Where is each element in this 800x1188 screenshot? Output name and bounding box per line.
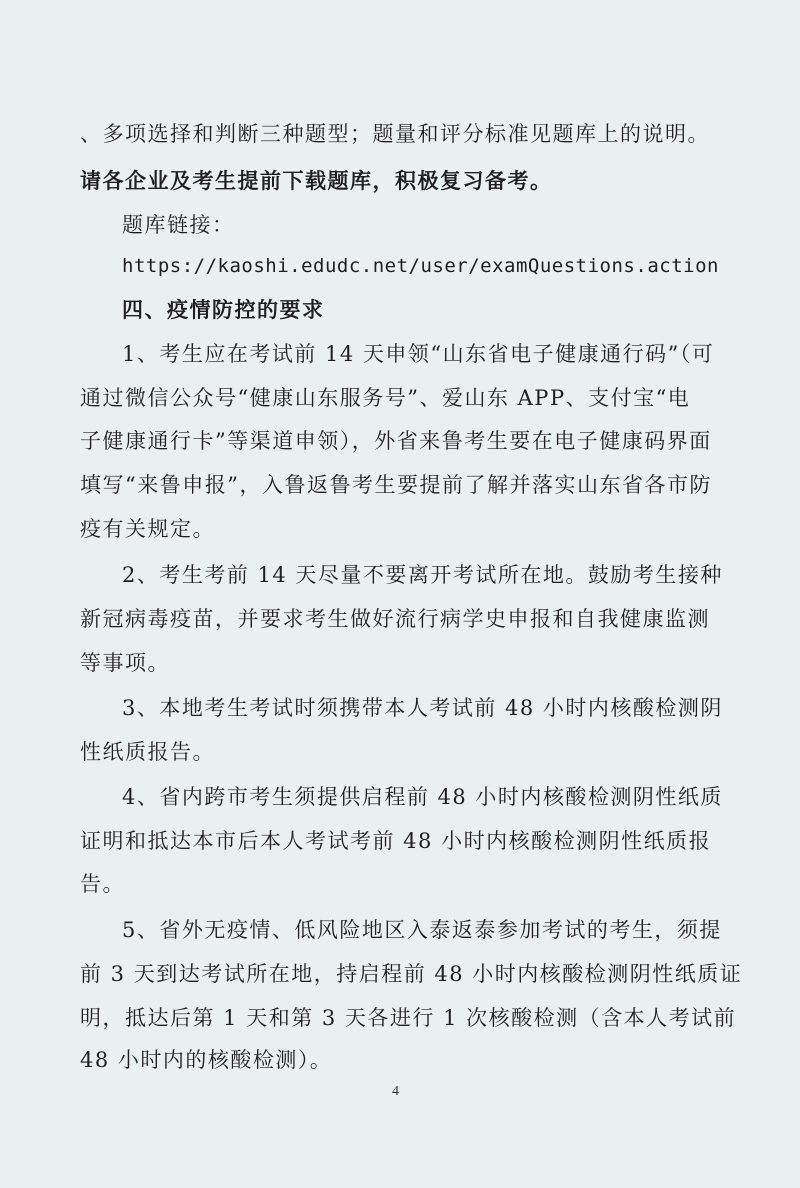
text-line-1: 、多项选择和判断三种题型；题量和评分标准见题库上的说明。 — [80, 122, 710, 146]
question-bank-url[interactable]: https://kaoshi.edudc.net/user/examQuestions.action — [122, 255, 719, 277]
text-line-item1-b: 通过微信公众号“健康山东服务号”、爱山东 APP、支付宝“电 — [80, 386, 691, 410]
text-line-item3-a: 3、本地考生考试时须携带本人考试前 48 小时内核酸检测阴 — [122, 696, 723, 720]
question-bank-link-label: 题库链接： — [122, 213, 235, 237]
text-line-item5-a: 5、省外无疫情、低风险地区入泰返泰参加考试的考生，须提 — [122, 918, 722, 942]
text-line-item2-b: 新冠病毒疫苗，并要求考生做好流行病学史申报和自我健康监测 — [80, 607, 710, 631]
text-line-item3-b: 性纸质报告。 — [80, 740, 215, 764]
text-line-item1-a: 1、考生应在考试前 14 天申领“山东省电子健康通行码”（可 — [122, 342, 715, 366]
text-line-2-emphasis: 请各企业及考生提前下载题库，积极复习备考。 — [80, 169, 553, 193]
section-heading-epidemic-control: 四、疫情防控的要求 — [122, 298, 325, 322]
text-line-item4-a: 4、省内跨市考生须提供启程前 48 小时内核酸检测阴性纸质 — [122, 785, 723, 809]
text-line-item5-d: 48 小时内的核酸检测）。 — [80, 1048, 333, 1072]
text-line-item2-a: 2、考生考前 14 天尽量不要离开考试所在地。鼓励考生接种 — [122, 563, 723, 587]
page-number: 4 — [392, 1084, 399, 1099]
text-line-item5-b: 前 3 天到达考试所在地，持启程前 48 小时内核酸检测阴性纸质证 — [80, 962, 743, 986]
text-line-item1-e: 疫有关规定。 — [80, 517, 215, 541]
text-line-item1-c: 子健康通行卡”等渠道申领），外省来鲁考生要在电子健康码界面 — [80, 429, 712, 453]
text-line-item4-c: 告。 — [80, 872, 125, 896]
text-line-item4-b: 证明和抵达本市后本人考试考前 48 小时内核酸检测阴性纸质报 — [80, 829, 712, 853]
text-line-item2-c: 等事项。 — [80, 651, 170, 675]
text-line-item1-d: 填写“来鲁申报”，入鲁返鲁考生要提前了解并落实山东省各市防 — [80, 473, 712, 497]
text-line-item5-c: 明，抵达后第 1 天和第 3 天各进行 1 次核酸检测（含本人考试前 — [80, 1006, 737, 1030]
